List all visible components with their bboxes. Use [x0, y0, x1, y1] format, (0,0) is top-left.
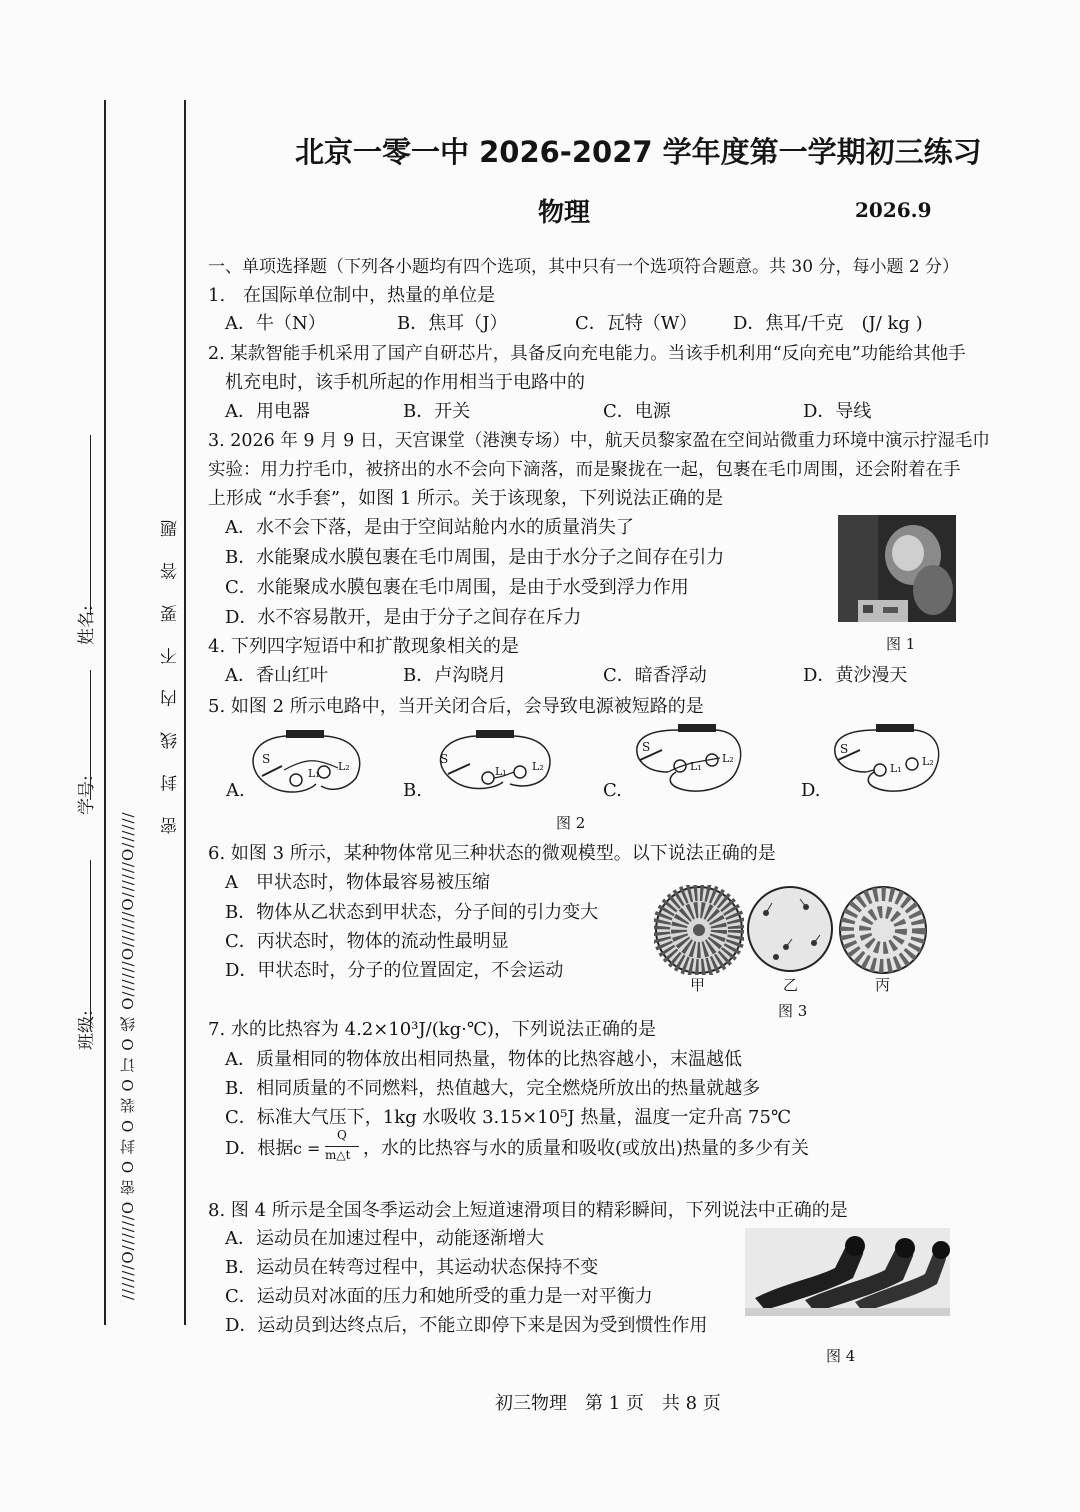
seal-line-outer: //////O//////O 密 O 封 O 装 O 订 O 线 O//////O//////O//////O//////	[119, 811, 137, 1300]
q6-option-b[interactable]: B．物体从乙状态到甲状态，分子间的引力变大	[225, 902, 599, 923]
exam-date: 2026.9	[855, 198, 932, 222]
circuit-a-s-label: S	[262, 752, 271, 766]
q6-option-a[interactable]: A 甲状态时，物体最容易被压缩	[225, 872, 490, 893]
q8-option-d[interactable]: D．运动员到达终点后，不能立即停下来是因为受到惯性作用	[225, 1315, 708, 1336]
q8-option-c[interactable]: C．运动员对冰面的压力和她所受的重力是一对平衡力	[225, 1286, 653, 1307]
q3-stem-line2: 实验：用力拧毛巾，被挤出的水不会向下滴落，而是聚拢在一起，包裹在毛巾周围，还会附着在手	[208, 460, 961, 480]
circuit-c-s-label: S	[642, 740, 651, 754]
figure-2-caption: 图 2	[556, 814, 586, 832]
circuit-d-l1-label: L₁	[890, 762, 902, 775]
figure-4-caption: 图 4	[826, 1347, 856, 1365]
q2-option-d[interactable]: D．导线	[803, 401, 872, 422]
q1-option-d[interactable]: D．焦耳/千克 (J/ kg )	[733, 313, 923, 334]
q6-option-d[interactable]: D．甲状态时，分子的位置固定，不会运动	[225, 960, 564, 981]
figure-3-label-yi: 乙	[783, 976, 799, 994]
seal-line-inner: 密 封 线 内 不 要 答 题	[161, 510, 181, 834]
name-blank-line	[90, 435, 91, 615]
figure-4-photo	[745, 1228, 950, 1316]
q4-option-c[interactable]: C．暗香浮动	[603, 665, 707, 686]
figure-3-state-jia	[654, 885, 744, 975]
q7-d-formula-bar	[325, 1146, 359, 1147]
q8-option-b[interactable]: B．运动员在转弯过程中，其运动状态保持不变	[225, 1257, 599, 1278]
figure-3-label-jia: 甲	[690, 976, 706, 994]
q1-stem: 1. 在国际单位制中，热量的单位是	[208, 285, 496, 306]
q1-option-b[interactable]: B．焦耳（J）	[397, 313, 508, 334]
circuit-b-l2-label: L₂	[532, 760, 544, 773]
q7-option-a[interactable]: A．质量相同的物体放出相同热量，物体的比热容越小，末温越低	[225, 1049, 742, 1070]
q1-option-c[interactable]: C．瓦特（W）	[575, 313, 698, 334]
figure-3-caption: 图 3	[778, 1002, 808, 1020]
class-blank-line	[90, 860, 91, 1030]
q3-option-a[interactable]: A．水不会下落，是由于空间站舱内水的质量消失了	[225, 517, 634, 538]
q6-stem: 6. 如图 3 所示，某种物体常见三种状态的微观模型。以下说法正确的是	[208, 843, 776, 864]
circuit-a-drawing	[226, 728, 376, 803]
q3-option-b[interactable]: B．水能聚成水膜包裹在毛巾周围，是由于水分子之间存在引力	[225, 547, 725, 568]
q5-stem: 5. 如图 2 所示电路中，当开关闭合后，会导致电源被短路的是	[208, 696, 704, 717]
section-heading: 一、单项选择题（下列各小题均有四个选项，其中只有一个选项符合题意。共 30 分，每小题 2 分）	[208, 257, 960, 277]
circuit-b-s-label: S	[440, 752, 449, 766]
binding-line-left	[104, 100, 106, 1325]
circuit-c-l1-label: L₁	[690, 760, 702, 773]
q8-stem: 8. 图 4 所示是全国冬季运动会上短道速滑项目的精彩瞬间，下列说法中正确的是	[208, 1200, 848, 1221]
q7-option-c[interactable]: C．标准大气压下，1kg 水吸收 3.15×10⁵J 热量，温度一定升高 75℃	[225, 1107, 792, 1128]
q4-option-a[interactable]: A．香山红叶	[225, 665, 328, 686]
number-label: 学号:	[77, 775, 97, 815]
q7-d-formula-numerator: Q	[337, 1128, 347, 1142]
binding-line-right	[184, 100, 186, 1325]
q4-option-d[interactable]: D．黄沙漫天	[803, 665, 908, 686]
q1-option-a[interactable]: A．牛（N）	[225, 313, 326, 334]
q3-stem-line3: 上形成 “水手套”，如图 1 所示。关于该现象，下列说法正确的是	[208, 488, 724, 509]
q3-stem-line1: 3. 2026 年 9 月 9 日，天宫课堂（港澳专场）中，航天员黎家盈在空间站微重力环境中演示拧湿毛巾	[208, 431, 990, 451]
circuit-b-l1-label: L₁	[495, 765, 507, 778]
class-label: 班级:	[77, 1010, 97, 1050]
exam-title: 北京一零一中 2026-2027 学年度第一学期初三练习	[295, 135, 982, 169]
circuit-a-l1-label: L₁	[308, 767, 320, 780]
q3-option-d[interactable]: D．水不容易散开，是由于分子之间存在斥力	[225, 607, 582, 628]
figure-1-photo	[838, 515, 956, 622]
name-label: 姓名:	[77, 605, 97, 645]
circuit-a	[226, 728, 376, 803]
circuit-d-s-label: S	[840, 742, 849, 756]
q2-option-b[interactable]: B．开关	[403, 401, 471, 422]
q4-option-b[interactable]: B．卢沟晓月	[403, 665, 507, 686]
circuit-a-label: A.	[226, 780, 245, 801]
circuit-c-l2-label: L₂	[722, 752, 734, 765]
q4-stem: 4. 下列四字短语中和扩散现象相关的是	[208, 636, 519, 657]
q3-option-c[interactable]: C．水能聚成水膜包裹在毛巾周围，是由于水受到浮力作用	[225, 577, 689, 598]
q7-d-prefix: D．根据	[225, 1138, 294, 1159]
subject-title: 物理	[538, 198, 591, 228]
circuit-a-l2-label: L₂	[338, 760, 350, 773]
q6-option-c[interactable]: C．丙状态时，物体的流动性最明显	[225, 931, 509, 952]
circuit-b-label: B.	[403, 780, 422, 801]
q2-option-c[interactable]: C．电源	[603, 401, 671, 422]
q8-option-a[interactable]: A．运动员在加速过程中，动能逐渐增大	[225, 1228, 544, 1249]
circuit-d-l2-label: L₂	[922, 755, 934, 768]
q7-option-b[interactable]: B．相同质量的不同燃料，热值越大，完全燃烧所放出的热量就越多	[225, 1078, 761, 1099]
q2-option-a[interactable]: A．用电器	[225, 401, 310, 422]
figure-3-label-bing: 丙	[875, 976, 891, 994]
circuit-c-label: C.	[603, 780, 622, 801]
q7-d-suffix: ，水的比热容与水的质量和吸收(或放出)热量的多少有关	[363, 1138, 810, 1159]
q7-d-formula-denominator: m△t	[325, 1148, 351, 1162]
figure-3-state-yi	[746, 885, 834, 973]
q7-d-formula-lhs: c =	[293, 1139, 321, 1158]
number-blank-line	[90, 670, 91, 800]
q7-stem: 7. 水的比热容为 4.2×10³J/(kg·℃)，下列说法正确的是	[208, 1019, 657, 1040]
page-footer: 初三物理 第 1 页 共 8 页	[495, 1393, 721, 1414]
q2-stem-line2: 机充电时，该手机所起的作用相当于电路中的	[225, 372, 585, 393]
q2-stem-line1: 2. 某款智能手机采用了国产自研芯片，具备反向充电能力。当该手机利用“反向充电”功能给其他手	[208, 344, 966, 364]
circuit-d-label: D.	[801, 780, 821, 801]
figure-3-state-bing	[838, 885, 928, 975]
figure-1-caption: 图 1	[886, 635, 916, 653]
